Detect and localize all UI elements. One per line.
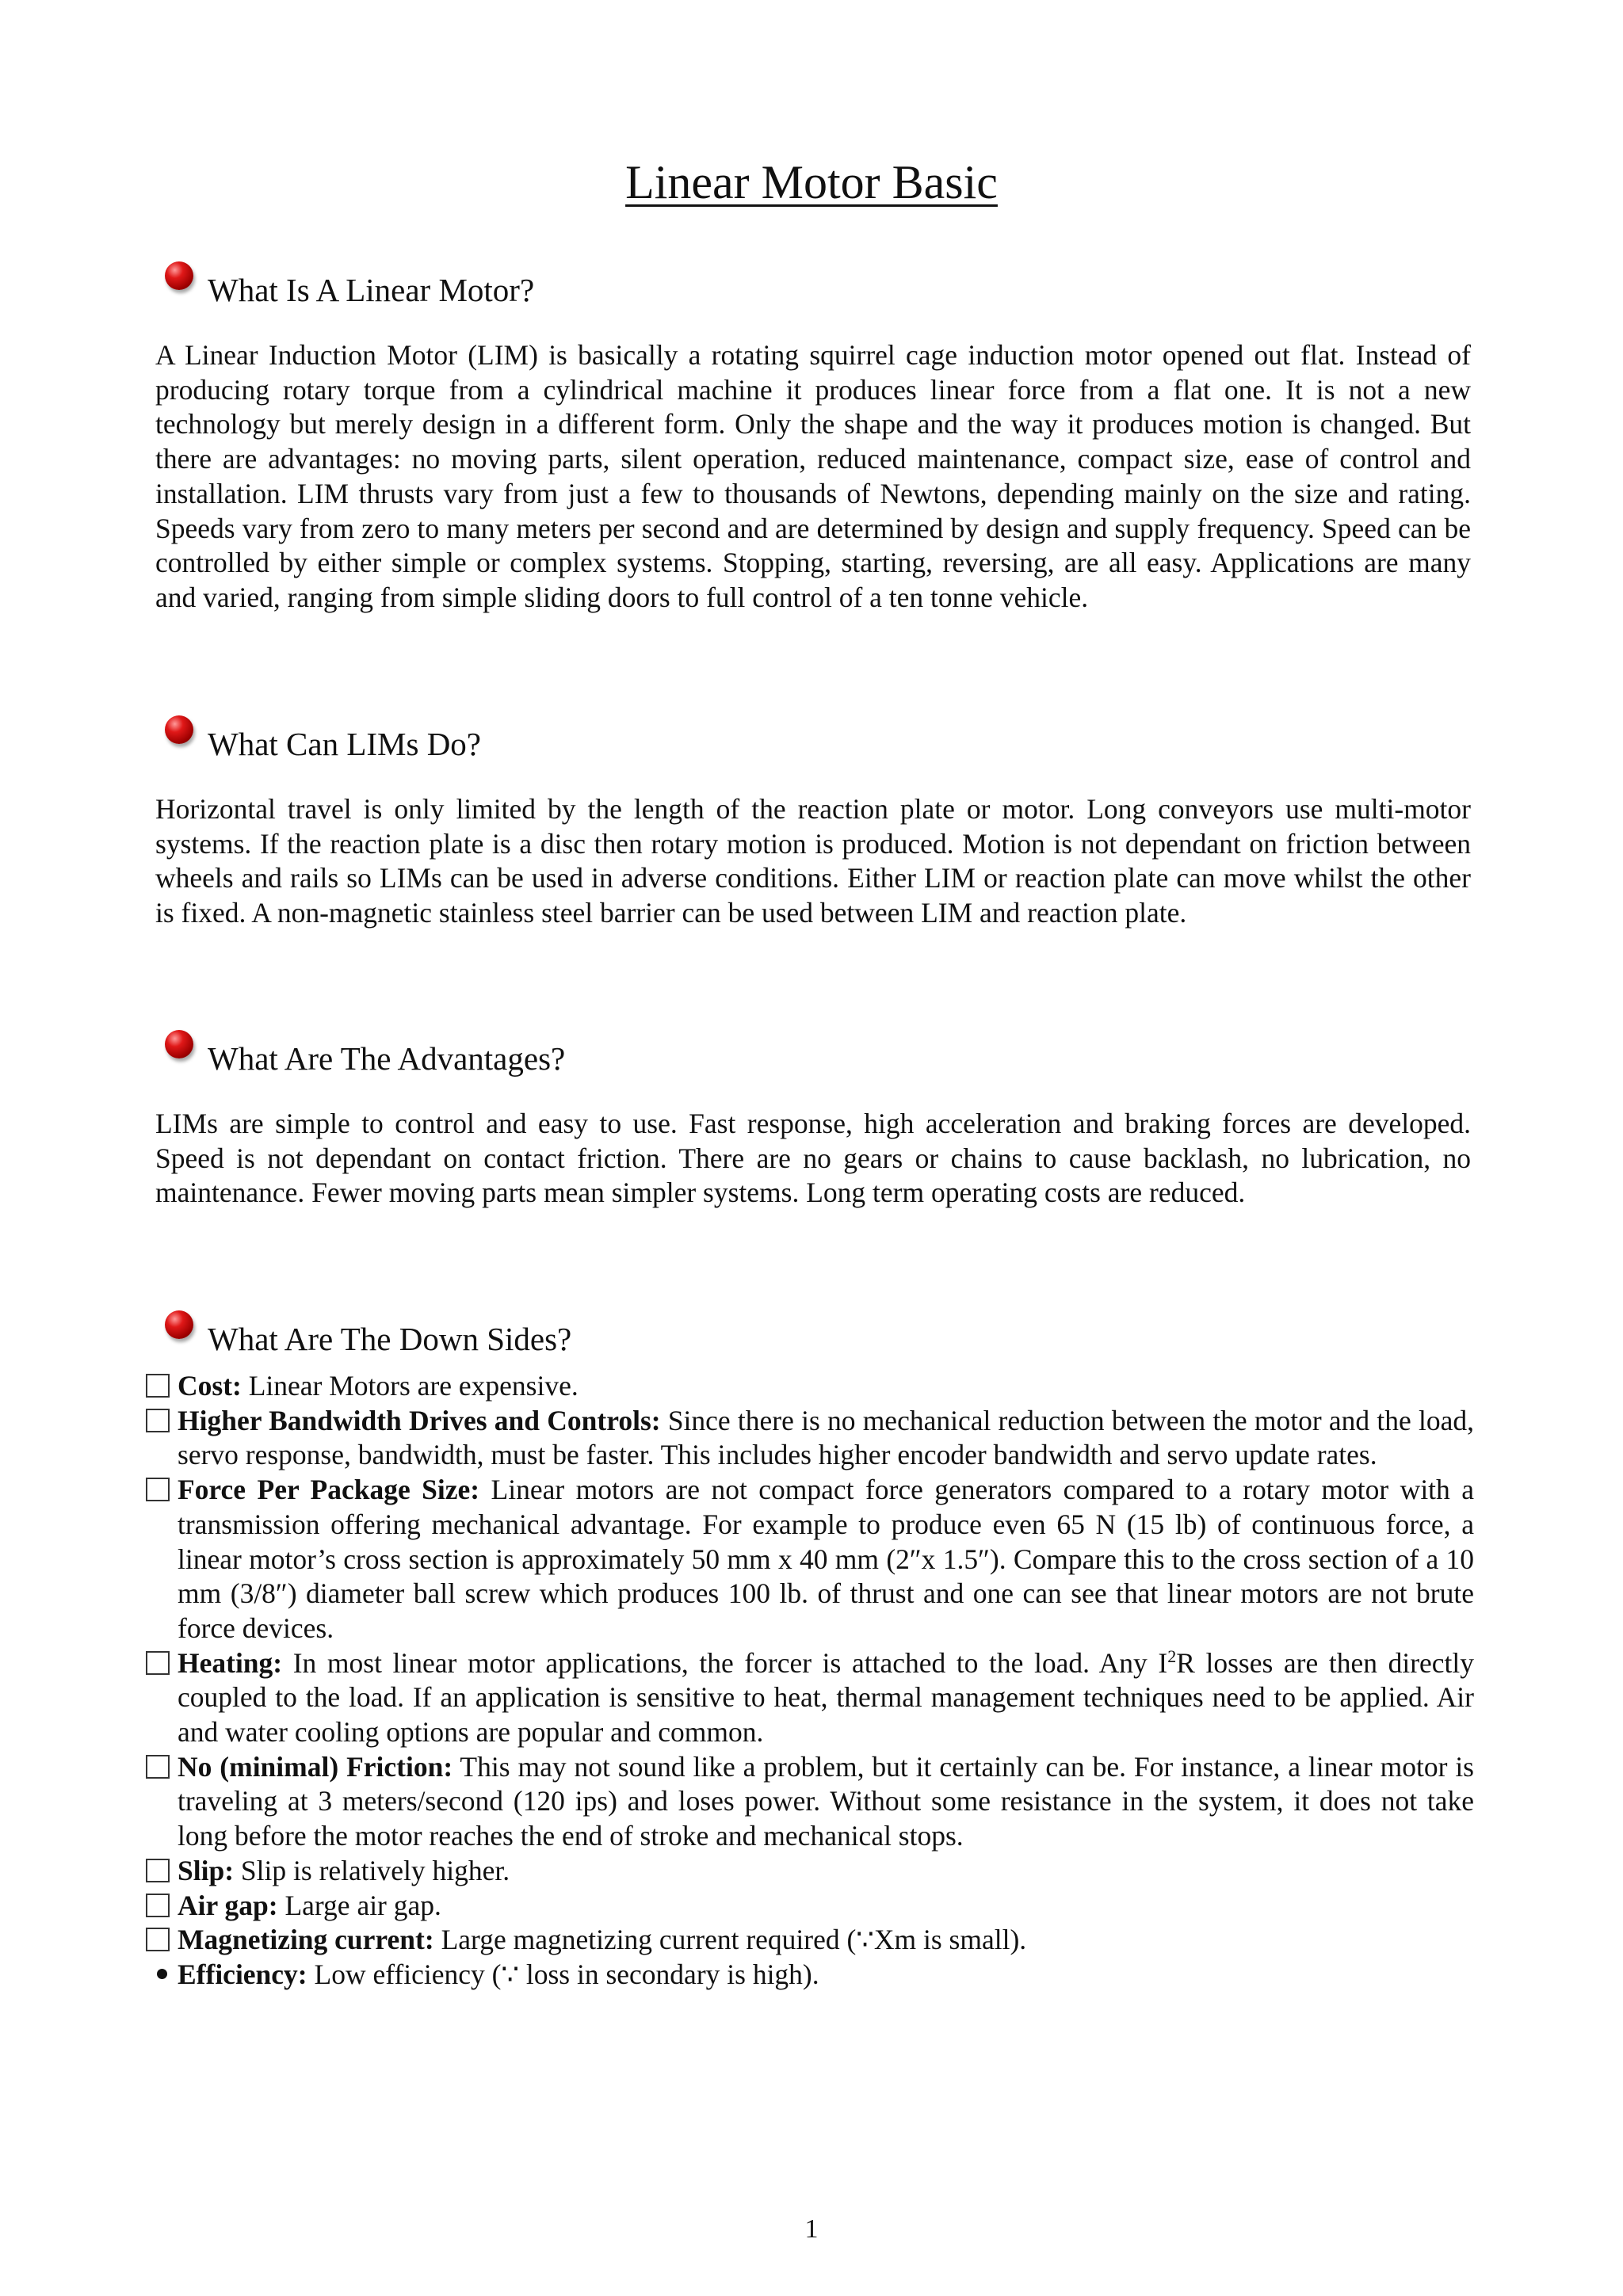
paragraph-text: LIMs are simple to control and easy to use. Fast response, high acceleration and braking forces are developed. Speed is not dependant on contact friction. There are no gears or chains to cause backlash, no lubrication, no maintenance. Fewer moving parts mean simpler systems. Long term operating costs are reduced. [155, 1108, 1471, 1209]
list-item-term: Higher Bandwidth Drives and Controls: [178, 1404, 661, 1436]
section-heading: What Is A Linear Motor? [208, 272, 535, 308]
list-item [146, 1646, 1474, 1750]
section-paragraph [155, 338, 1471, 616]
list-item-term: Force Per Package Size: [178, 1474, 480, 1506]
section-paragraph [155, 792, 1471, 931]
list-item [146, 1958, 1474, 1993]
red-ball-bullet-icon [165, 1310, 193, 1339]
section-heading: What Are The Down Sides? [208, 1321, 572, 1357]
bullet-dot-icon [157, 1969, 167, 1979]
list-item-term: Heating: [178, 1646, 283, 1679]
missing-glyph-box-icon [146, 1478, 170, 1501]
superscript: 2 [1167, 1646, 1177, 1666]
missing-glyph-box-icon [146, 1374, 170, 1398]
paragraph-text: A Linear Induction Motor (LIM) is basically a rotating squirrel cage induction motor opened out flat. Instead of producing rotary torque from a cylindrical machine it produces linear force from a flat one. It is not a new technology but merely design in a different form. Only the shape and the way it produces motion is changed. But there are advantages: no moving parts, silent operation, reduced maintenance, compact size, ease of control and installation. LIM thrusts vary from just a few to thousands of Newtons, depending mainly on the size and rating. Speeds vary from zero to many meters per second and are determined by design and supply frequency. Speed can be controlled by either simple or complex systems. Stopping, starting, reversing, are all easy. Applications are many and varied, ranging from simple sliding doors to full control of a ten tonne vehicle. [155, 339, 1471, 613]
list-item-term: Slip: [178, 1854, 235, 1886]
section-paragraph [155, 1107, 1471, 1211]
list-item [146, 1889, 1474, 1924]
missing-glyph-box-icon [146, 1859, 170, 1882]
list-item [146, 1473, 1474, 1646]
section-heading: What Can LIMs Do? [208, 726, 481, 762]
list-item-text: Low efficiency (∵ loss in secondary is high). [307, 1958, 819, 1990]
list-item-text: Linear Motors are expensive. [241, 1370, 579, 1402]
list-item-text: This may not sound like a problem, but it certainly can be. For instance, a linear motor is traveling at 3 meters/second (120 ips) and loses power. Without some resistance in the system, it does not take long before the motor reaches the end of stroke and mechanical stops. [178, 1750, 1474, 1852]
list-item-text: Since there is no mechanical reduction between the motor and the load, servo response, bandwidth, must be faster. This includes higher encoder bandwidth and servo update rates. [178, 1404, 1474, 1471]
list-item-text: Large magnetizing current required (∵Xm is small). [433, 1924, 1027, 1956]
list-item-term: Cost: [178, 1370, 242, 1402]
list-item-term: Magnetizing current: [178, 1924, 434, 1956]
list-item-text: R losses are then directly coupled to the load. If an application is sensitive to heat, thermal management techniques need to be applied. Air and water cooling options are popular and common. [178, 1646, 1475, 1749]
missing-glyph-box-icon [146, 1755, 170, 1779]
list-item [146, 1369, 1474, 1404]
list-item-text: In most linear motor applications, the forcer is attached to the load. Any I [282, 1646, 1168, 1679]
list-item-term: Air gap: [178, 1889, 278, 1921]
page-title: Linear Motor Basic [625, 156, 998, 208]
list-item-text: Slip is relatively higher. [234, 1854, 510, 1886]
page-number: 1 [804, 2214, 819, 2244]
downsides-list [146, 1369, 1474, 1993]
list-item-text: Large air gap. [277, 1889, 441, 1921]
missing-glyph-box-icon [146, 1894, 170, 1917]
missing-glyph-box-icon [146, 1651, 170, 1675]
red-ball-bullet-icon [165, 715, 193, 744]
list-item [146, 1404, 1474, 1473]
red-ball-bullet-icon [165, 1030, 193, 1058]
list-item [146, 1854, 1474, 1889]
list-item-term: No (minimal) Friction: [178, 1750, 453, 1783]
list-item-term: Efficiency: [178, 1958, 307, 1990]
list-item [146, 1923, 1474, 1958]
paragraph-text: Horizontal travel is only limited by the length of the reaction plate or motor. Long conveyors use multi-motor systems. If the reaction plate is a disc then rotary motion is produced. Motion is not dependant on friction between wheels and rails so LIMs can be used in adverse conditions. Either LIM or reaction plate can move whilst the other is fixed. A non-magnetic stainless steel barrier can be used between LIM and reaction plate. [155, 793, 1471, 929]
missing-glyph-box-icon [146, 1928, 170, 1951]
list-item-text: Linear motors are not compact force generators compared to a rotary motor with a transmission offering mechanical advantage. For example to produce even 65 N (15 lb) of continuous force, a linear motor’s cross section is approximately 50 mm x 40 mm (2″x 1.5″). Compare this to the cross section of a 10 mm (3/8″) diameter ball screw which produces 100 lb. of thrust and one can see that linear motors are not brute force devices. [178, 1474, 1474, 1644]
list-item [146, 1750, 1474, 1854]
section-heading: What Are The Advantages? [208, 1040, 566, 1077]
red-ball-bullet-icon [165, 261, 193, 290]
missing-glyph-box-icon [146, 1409, 170, 1432]
